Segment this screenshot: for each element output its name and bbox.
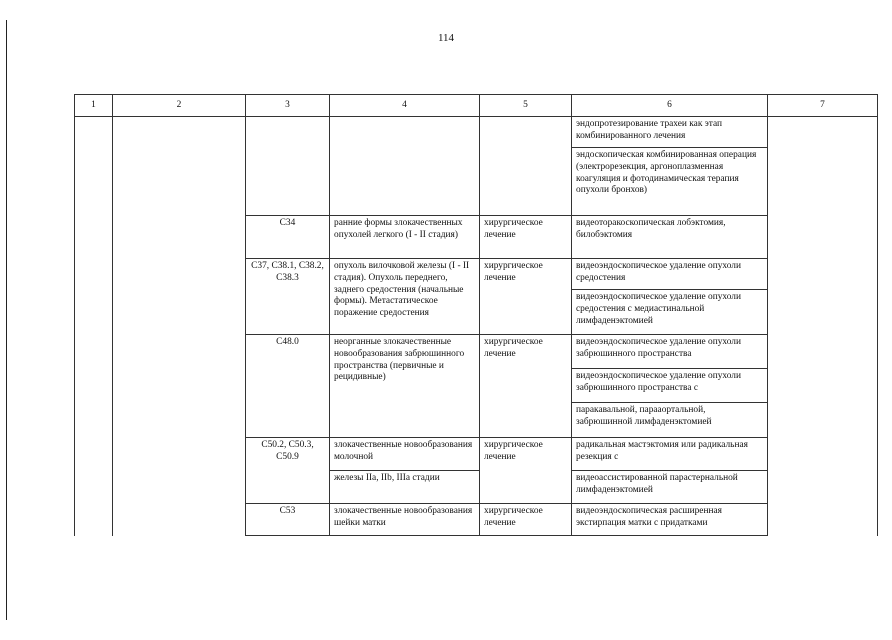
header-col-7: 7 bbox=[768, 95, 878, 117]
header-row bbox=[75, 95, 878, 117]
method-cell: видеоэндоскопическое удаление опухоли средостения с медиастинальной лимфаденэктомией bbox=[572, 290, 768, 335]
header-col-3: 3 bbox=[246, 95, 330, 117]
header-col-4: 4 bbox=[330, 95, 480, 117]
code-cell bbox=[246, 117, 330, 216]
method-cell: видеоэндоскопическое удаление опухоли средостения bbox=[572, 259, 768, 290]
code-cell: C53 bbox=[246, 504, 330, 536]
treatment-cell bbox=[480, 117, 572, 216]
col1-cell bbox=[75, 117, 113, 536]
condition-cell: железы IIa, IIb, IIIa стадии bbox=[330, 471, 480, 504]
method-cell: эндоскопическая комбинированная операция (электрорезекция, аргоноплазменная коагуляция и фотодинамическая терапия опухоли бронхов) bbox=[572, 148, 768, 216]
header-col-1: 1 bbox=[75, 95, 113, 117]
header-col-5: 5 bbox=[480, 95, 572, 117]
method-cell: видеоэндоскопическое удаление опухоли забрюшинного пространства bbox=[572, 335, 768, 369]
method-cell: радикальная мастэктомия или радикальная резекция с bbox=[572, 438, 768, 471]
treatment-cell: хирургическое лечение bbox=[480, 259, 572, 335]
method-cell: эндопротезирование трахеи как этап комбинированного лечения bbox=[572, 117, 768, 148]
scan-edge-line bbox=[6, 20, 7, 620]
treatment-cell: хирургическое лечение bbox=[480, 335, 572, 438]
code-cell: C48.0 bbox=[246, 335, 330, 438]
procedures-table bbox=[74, 94, 878, 536]
method-cell: видеоторакоскопическая лобэктомия, билобэктомия bbox=[572, 216, 768, 259]
code-cell: C34 bbox=[246, 216, 330, 259]
condition-cell bbox=[330, 117, 480, 216]
table-row bbox=[75, 117, 878, 148]
condition-cell: ранние формы злокачественных опухолей легкого (I - II стадия) bbox=[330, 216, 480, 259]
treatment-cell: хирургическое лечение bbox=[480, 438, 572, 504]
method-cell: видеоассистированной парастернальной лимфаденэктомией bbox=[572, 471, 768, 504]
condition-cell: злокачественные новообразования шейки матки bbox=[330, 504, 480, 536]
col2-cell bbox=[113, 117, 246, 536]
method-cell: видеоэндоскопическая расширенная экстирпация матки с придатками bbox=[572, 504, 768, 536]
treatment-cell: хирургическое лечение bbox=[480, 216, 572, 259]
condition-cell: злокачественные новообразования молочной bbox=[330, 438, 480, 471]
condition-cell: опухоль вилочковой железы (I - II стадия). Опухоль переднего, заднего средостения (начальные формы). Метастатическое поражение средостения bbox=[330, 259, 480, 335]
header-col-2: 2 bbox=[113, 95, 246, 117]
method-cell: паракавальной, парааортальной, забрюшинной лимфаденэктомией bbox=[572, 403, 768, 438]
page-number: 114 bbox=[437, 32, 455, 44]
condition-cell: неорганные злокачественные новообразования забрюшинного пространства (первичные и рецидивные) bbox=[330, 335, 480, 438]
header-col-6: 6 bbox=[572, 95, 768, 117]
code-cell: C50.2, C50.3, C50.9 bbox=[246, 438, 330, 504]
code-cell: C37, C38.1, C38.2, C38.3 bbox=[246, 259, 330, 335]
method-cell: видеоэндоскопическое удаление опухоли забрюшинного пространства с bbox=[572, 369, 768, 403]
treatment-cell: хирургическое лечение bbox=[480, 504, 572, 536]
col7-cell bbox=[768, 117, 878, 536]
